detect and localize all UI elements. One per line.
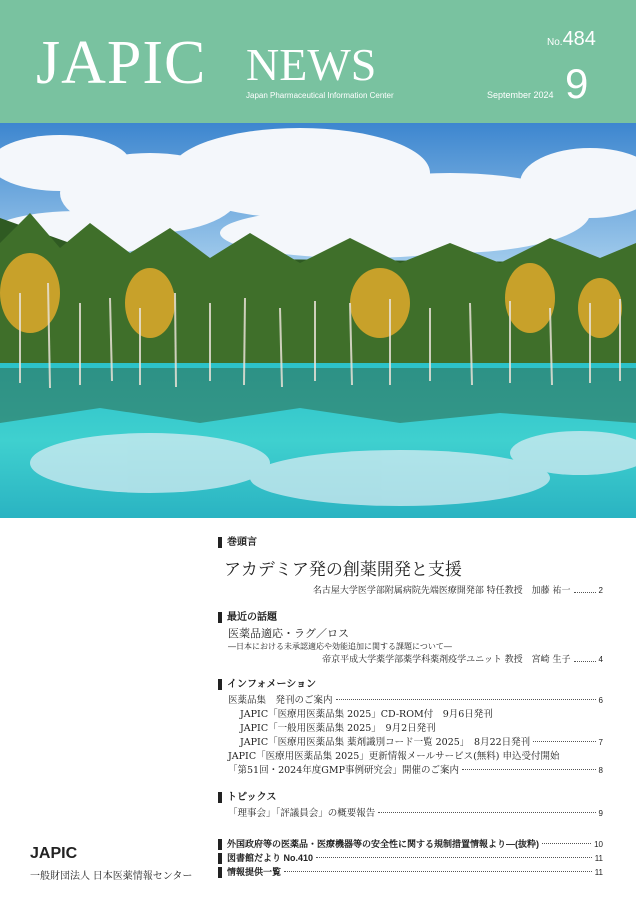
brand-news: NEWS xyxy=(246,39,377,90)
list-item: JAPIC「医療用医薬品集 2025」更新情報メールサービス(無料) 申込受付開始 xyxy=(228,751,560,762)
logo-mark: JAPIC xyxy=(30,845,78,862)
leader-dots xyxy=(316,857,592,858)
list-item: 「第51回・2024年度GMP事例研究会」開催のご案内 8 xyxy=(228,765,603,776)
page-number: 9 xyxy=(598,809,603,818)
section-title: 最近の話題 xyxy=(218,612,603,623)
list-item: 外国政府等の医薬品・医療機器等の安全性に関する規制措置情報より―(抜粋) 10 xyxy=(218,838,603,852)
list-item: 「理事会」「評議員会」の概要報告 9 xyxy=(228,808,603,819)
page-number: 2 xyxy=(598,586,603,595)
table-of-contents xyxy=(218,537,603,821)
author-line xyxy=(218,653,603,667)
section-title: トピックス xyxy=(218,792,603,803)
leader-dots xyxy=(574,592,596,593)
list-item: 情報提供一覧 11 xyxy=(218,866,603,880)
list-item: JAPIC「医療用医薬品集 2025」CD-ROM付 9月6日発刊 xyxy=(240,709,493,720)
leader-dots xyxy=(542,843,591,844)
leader-dots xyxy=(462,769,596,770)
brand-japic: JAPIC xyxy=(36,29,207,97)
list-item: 医薬品集 発刊のご案内 6 xyxy=(228,695,603,706)
leader-dots xyxy=(533,741,595,742)
info-list xyxy=(218,694,603,778)
leader-dots xyxy=(378,812,595,813)
topic-title: 医薬品適応・ラグ／ロス xyxy=(228,627,349,640)
author-line xyxy=(218,584,603,598)
leader-dots xyxy=(336,699,596,700)
page-number: 10 xyxy=(594,840,603,849)
page-number: 11 xyxy=(594,854,603,863)
page-number: 11 xyxy=(594,868,603,877)
masthead xyxy=(0,0,636,123)
page-number: 7 xyxy=(598,738,603,747)
cover-photo xyxy=(0,123,636,518)
list-item: JAPIC「医療用医薬品集 薬剤識別コード一覧 2025」 8月22日発刊 7 xyxy=(240,737,603,748)
publisher-logo xyxy=(30,845,192,882)
issue-date: September 2024 xyxy=(487,90,554,100)
issue-prefix: No. xyxy=(547,37,563,48)
section-information xyxy=(218,679,603,778)
publisher-name: 一般財団法人 日本医薬情報センター xyxy=(30,871,193,882)
page-number: 6 xyxy=(598,696,603,705)
section-topics xyxy=(218,792,603,821)
author-name: 名古屋大学医学部附属病院先端医療開発部 特任教授 加藤 祐一 xyxy=(312,586,571,596)
list-item: 図書館だより No.410 11 xyxy=(218,852,603,866)
leader-dots xyxy=(284,871,592,872)
section-title: 巻頭言 xyxy=(218,537,603,548)
leader-dots xyxy=(574,661,596,662)
brand-subtitle: Japan Pharmaceutical Information Center xyxy=(246,91,394,100)
section-recent-topics xyxy=(218,612,603,667)
section-title: インフォメーション xyxy=(218,679,603,690)
issue-number-value: 484 xyxy=(562,28,596,50)
editorial-headline: アカデミア発の創薬開発と支援 xyxy=(224,560,462,580)
section-editorial xyxy=(218,537,603,598)
topic-subtitle: ―日本における未承認適応や効能追加に関する課題について― xyxy=(228,642,452,651)
page-number: 8 xyxy=(598,766,603,775)
list-item: JAPIC「一般用医薬品集 2025」 9月2日発刊 xyxy=(240,723,436,734)
page-number: 4 xyxy=(598,655,603,664)
bottom-sections xyxy=(218,838,603,880)
author-name: 帝京平成大学薬学部薬学科薬剤疫学ユニット 教授 宮崎 生子 xyxy=(322,655,571,665)
issue-number xyxy=(547,28,596,51)
issue-month: 9 xyxy=(565,60,589,107)
